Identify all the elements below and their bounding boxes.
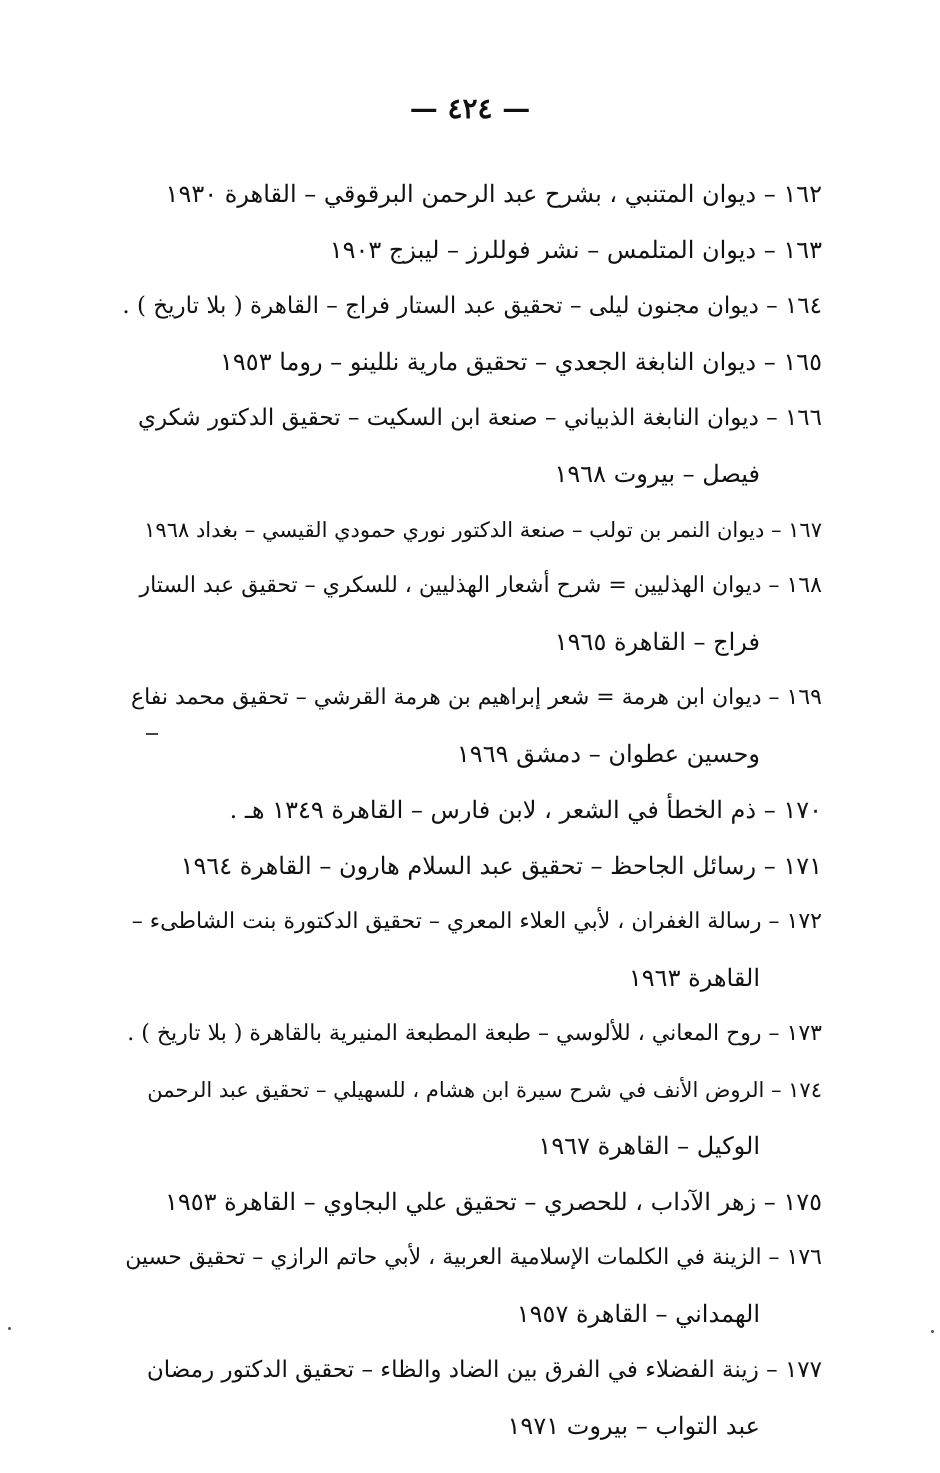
bibliography-entry-171 bbox=[122, 838, 822, 894]
stray-dash-mark bbox=[146, 733, 158, 735]
entry-line: ١٦٧ – ديوان النمر بن تولب – صنعة الدكتور نوري حمودي القيسي – بغداد ١٩٦٨ bbox=[144, 518, 822, 542]
entry-line: ١٧١ – رسائل الجاحظ – تحقيق عبد السلام هارون – القاهرة ١٩٦٤ bbox=[180, 852, 822, 880]
bibliography-entry-170 bbox=[122, 782, 822, 838]
entry-line: ١٦٢ – ديوان المتنبي ، بشرح عبد الرحمن البرقوقي – القاهرة ١٩٣٠ bbox=[165, 180, 822, 208]
bibliography-entry-174 bbox=[122, 1062, 822, 1174]
bibliography-entry-172 bbox=[122, 894, 822, 1006]
entry-line: ١٦٩ – ديوان ابن هرمة = شعر إبراهيم بن هرمة القرشي – تحقيق محمد نفاع bbox=[130, 685, 822, 710]
bibliography-entry-164 bbox=[122, 278, 822, 334]
bibliography-list bbox=[122, 166, 822, 1454]
entry-line: ١٧٣ – روح المعاني ، للألوسي – طبعة المطبعة المنيرية بالقاهرة ( بلا تاريخ ) . bbox=[127, 1021, 822, 1046]
entry-line: ١٧٦ – الزينة في الكلمات الإسلامية العربية ، لأبي حاتم الرازي – تحقيق حسين bbox=[125, 1245, 822, 1270]
bibliography-entry-177 bbox=[122, 1342, 822, 1454]
bibliography-entry-173 bbox=[122, 1006, 822, 1062]
bibliography-entry-167 bbox=[122, 502, 822, 558]
page-number: — ٤٢٤ — bbox=[409, 92, 531, 125]
entry-continuation-line: فراج – القاهرة ١٩٦٥ bbox=[554, 628, 760, 656]
bibliography-entry-168 bbox=[122, 558, 822, 670]
entry-continuation-line: الوكيل – القاهرة ١٩٦٧ bbox=[538, 1132, 760, 1160]
bibliography-entry-165 bbox=[122, 334, 822, 390]
entry-continuation-line: عبد التواب – بيروت ١٩٧١ bbox=[507, 1412, 760, 1440]
entry-line: ١٦٤ – ديوان مجنون ليلى – تحقيق عبد الستار فراج – القاهرة ( بلا تاريخ ) . bbox=[122, 293, 822, 319]
entry-line: ١٦٨ – ديوان الهذليين = شرح أشعار الهذليين ، للسكري – تحقيق عبد الستار bbox=[139, 573, 822, 598]
entry-line: ١٦٦ – ديوان النابغة الذبياني – صنعة ابن السكيت – تحقيق الدكتور شكري bbox=[137, 405, 822, 431]
entry-line: ١٦٣ – ديوان المتلمس – نشر فوللرز – ليبزج ١٩٠٣ bbox=[329, 236, 822, 264]
bibliography-entry-175 bbox=[122, 1174, 822, 1230]
scan-speck bbox=[8, 1327, 11, 1330]
entry-line: ١٧٢ – رسالة الغفران ، لأبي العلاء المعري – تحقيق الدكتورة بنت الشاطىء – bbox=[131, 909, 822, 934]
entry-continuation-line: وحسين عطوان – دمشق ١٩٦٩ bbox=[456, 740, 760, 768]
bibliography-entry-162 bbox=[122, 166, 822, 222]
bibliography-entry-169 bbox=[122, 670, 822, 782]
entry-line: ١٦٥ – ديوان النابغة الجعدي – تحقيق مارية نللينو – روما ١٩٥٣ bbox=[220, 348, 822, 376]
bibliography-entry-166 bbox=[122, 390, 822, 502]
entry-line: ١٧٤ – الروض الأنف في شرح سيرة ابن هشام ، للسهيلي – تحقيق عبد الرحمن bbox=[147, 1078, 822, 1102]
entry-continuation-line: الهمداني – القاهرة ١٩٥٧ bbox=[516, 1300, 760, 1328]
entry-line: ١٧٥ – زهر الآداب ، للحصري – تحقيق علي البجاوي – القاهرة ١٩٥٣ bbox=[164, 1188, 822, 1216]
bibliography-entry-163 bbox=[122, 222, 822, 278]
entry-continuation-line: فيصل – بيروت ١٩٦٨ bbox=[554, 460, 760, 488]
entry-continuation-line: القاهرة ١٩٦٣ bbox=[628, 964, 760, 992]
bibliography-entry-176 bbox=[122, 1230, 822, 1342]
scan-speck bbox=[931, 1330, 934, 1333]
entry-line: ١٧٧ – زينة الفضلاء في الفرق بين الضاد والظاء – تحقيق الدكتور رمضان bbox=[146, 1357, 822, 1383]
entry-line: ١٧٠ – ذم الخطأ في الشعر ، لابن فارس – القاهرة ١٣٤٩ هـ . bbox=[229, 796, 822, 824]
